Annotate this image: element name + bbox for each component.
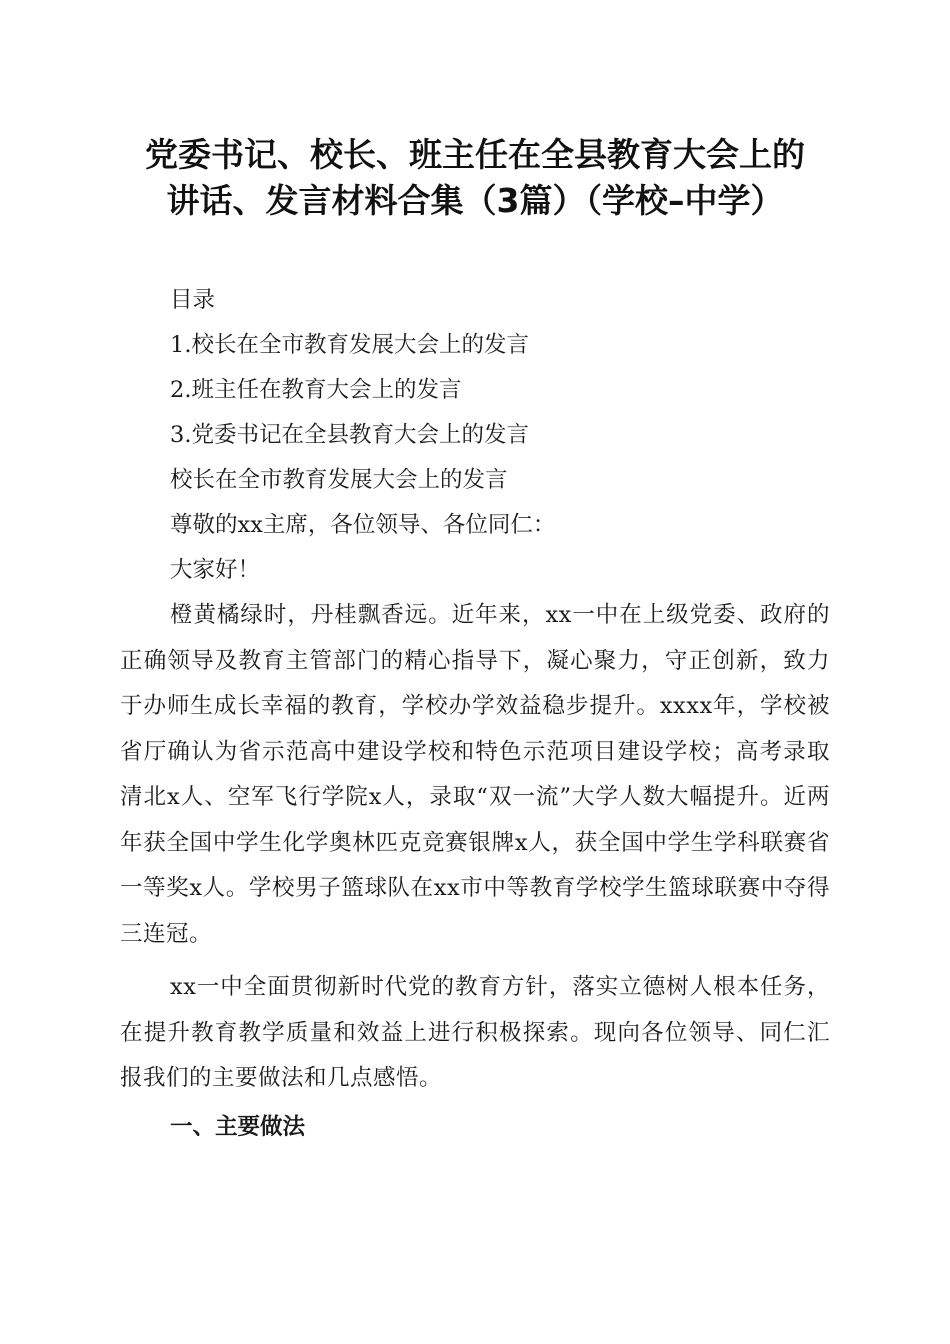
paragraph-2: xx一中全面贯彻新时代党的教育方针，落实立德树人根本任务，在提升教育教学质量和效益上进行积极探索。现向各位领导、同仁汇报我们的主要做法和几点感悟。 [120,974,830,1091]
toc-item-2: 2.班主任在教育大会上的发言 [170,377,462,403]
toc-label: 目录 [170,287,216,313]
toc-item-3: 3.党委书记在全县教育大会上的发言 [170,422,529,448]
speech-title: 校长在全市教育发展大会上的发言 [170,467,508,493]
document-title [100,132,850,224]
greeting: 大家好！ [170,557,261,583]
toc-item-1: 1.校长在全市教育发展大会上的发言 [170,332,529,358]
section-heading: 一、主要做法 [170,1113,306,1140]
document-body [120,278,830,1150]
paragraph-1: 橙黄橘绿时，丹桂飘香远。近年来，xx一中在上级党委、政府的正确领导及教育主管部门的精心指导下，凝心聚力，守正创新，致力于办师生成长幸福的教育，学校办学效益稳步提升。xxxx年，学校被省厅确认为省示范高中建设学校和特色示范项目建设学校；高考录取清北x人、空军飞行学院x人，录取“双一流”大学人数大幅提升。近两年获全国中学生化学奥林匹克竞赛银牌x人，获全国中学生学科联赛省一等奖x人。学校男子篮球队在xx市中等教育学校学生篮球联赛中夺得三连冠。 [120,602,830,947]
salutation: 尊敬的xx主席，各位领导、各位同仁： [170,512,556,538]
document-title-line-1: 党委书记、校长、班主任在全县教育大会上的 [145,135,805,174]
document-title-line-2: 讲话、发言材料合集（3篇）（学校–中学） [166,181,784,220]
